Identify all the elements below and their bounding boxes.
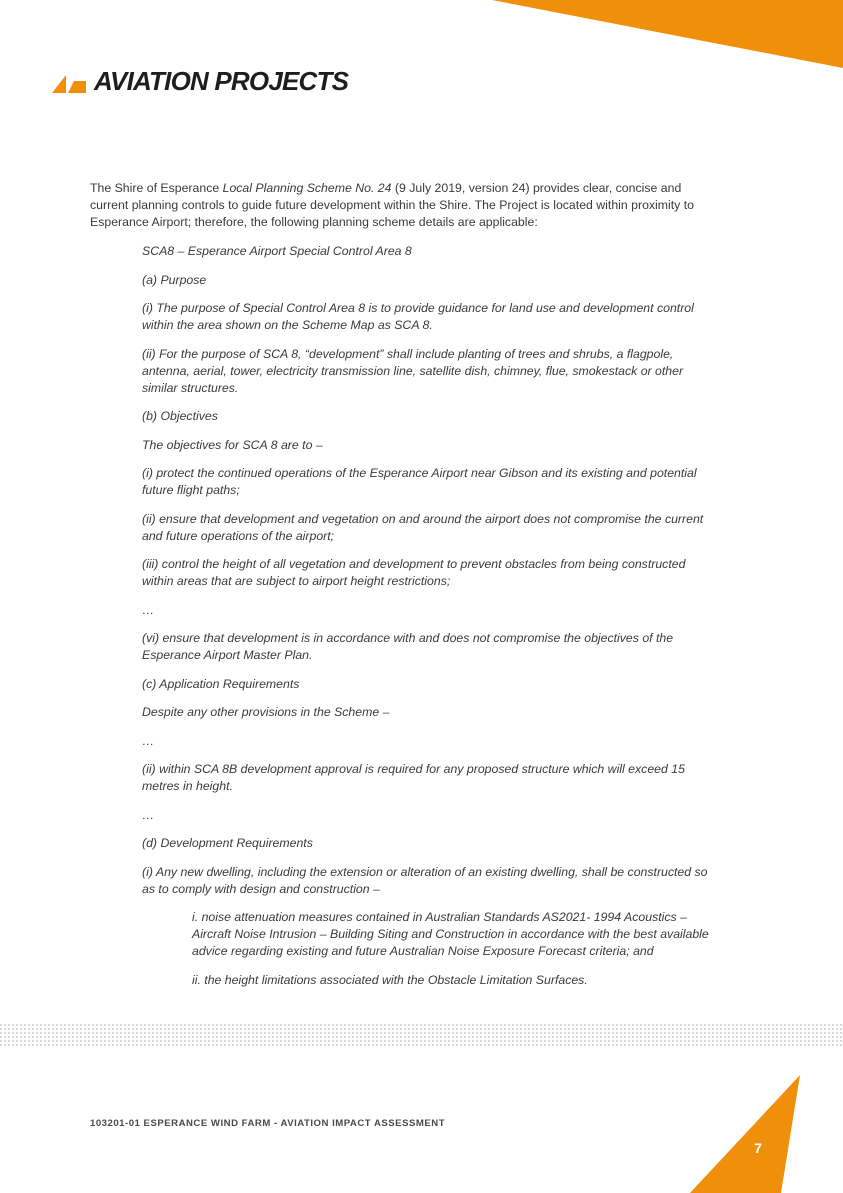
- page-number: 7: [754, 1140, 762, 1156]
- sub-item: ii. the height limitations associated with the Obstacle Limitation Surfaces.: [192, 972, 588, 987]
- quote-line: (i) Any new dwelling, including the extension or alteration of an existing dwelling, shall be constructed so as to comply with design and construction –: [142, 864, 708, 896]
- quote-line: (iii) control the height of all vegetation and development to prevent obstacles from being constructed within areas that are subject to airport height restrictions;: [142, 557, 686, 588]
- ellipsis: …: [142, 807, 155, 822]
- ellipsis: …: [142, 602, 155, 617]
- scheme-name: Local Planning Scheme No. 24: [222, 181, 392, 195]
- logo-text: AVIATION PROJECTS: [94, 65, 349, 96]
- aviation-projects-mark-icon: [52, 67, 88, 95]
- quote-line: (d) Development Requirements: [142, 836, 313, 850]
- quote-heading: SCA8 – Esperance Airport Special Control Area 8: [142, 244, 412, 258]
- quote-line: The objectives for SCA 8 are to –: [142, 437, 323, 452]
- intro-text-start: The Shire of Esperance: [90, 181, 223, 195]
- ellipsis: …: [142, 733, 155, 748]
- quote-line: (ii) ensure that development and vegetation on and around the airport does not compromise the current and future operations of the airport;: [142, 511, 704, 543]
- planning-scheme-extract: [142, 243, 710, 989]
- sub-item: i. noise attenuation measures contained in Australian Standards AS2021- 1994 Acoustics – Aircraft Noise Intrusion – Building Siting and Construction in accordance with the best available advice regarding existing and future Australian Noise Exposure Forecast criteria; and: [192, 910, 709, 958]
- document-body: [90, 180, 710, 1000]
- quote-line: (c) Application Requirements: [142, 676, 300, 691]
- quote-line: (ii) For the purpose of SCA 8, “development” shall include planting of trees and shrubs, a flagpole, antenna, aerial, tower, electricity transmission line, satellite dish, chimney, flue, smokestack or other similar structures.: [142, 346, 684, 395]
- footer-dotted-band: [0, 1024, 843, 1046]
- footer-document-title: 103201-01 ESPERANCE WIND FARM - AVIATION IMPACT ASSESSMENT: [90, 1118, 446, 1129]
- company-logo: [52, 66, 348, 96]
- quote-line: (i) The purpose of Special Control Area 8 is to provide guidance for land use and development control within the area shown on the Scheme Map as SCA 8.: [142, 301, 694, 332]
- quote-line: (vi) ensure that development is in accordance with and does not compromise the objectives of the Esperance Airport Master Plan.: [142, 631, 674, 662]
- quote-line: Despite any other provisions in the Scheme –: [142, 705, 390, 719]
- quote-line: (i) protect the continued operations of the Esperance Airport near Gibson and its existing and potential future flight paths;: [142, 466, 697, 497]
- intro-paragraph: [90, 180, 710, 231]
- quote-line: (ii) within SCA 8B development approval is required for any proposed structure which will exceed 15 metres in height.: [142, 762, 685, 793]
- quote-line: (a) Purpose: [142, 272, 207, 287]
- quote-line: (b) Objectives: [142, 409, 218, 423]
- footer-accent-triangle: [690, 1075, 843, 1193]
- intro-text-end: (9 July 2019, version 24) provides clear, concise and current planning controls to guide future development within the Shire. The Project is located within proximity to Esperance Airport; therefore, the following planning scheme details are applicable:: [90, 181, 695, 229]
